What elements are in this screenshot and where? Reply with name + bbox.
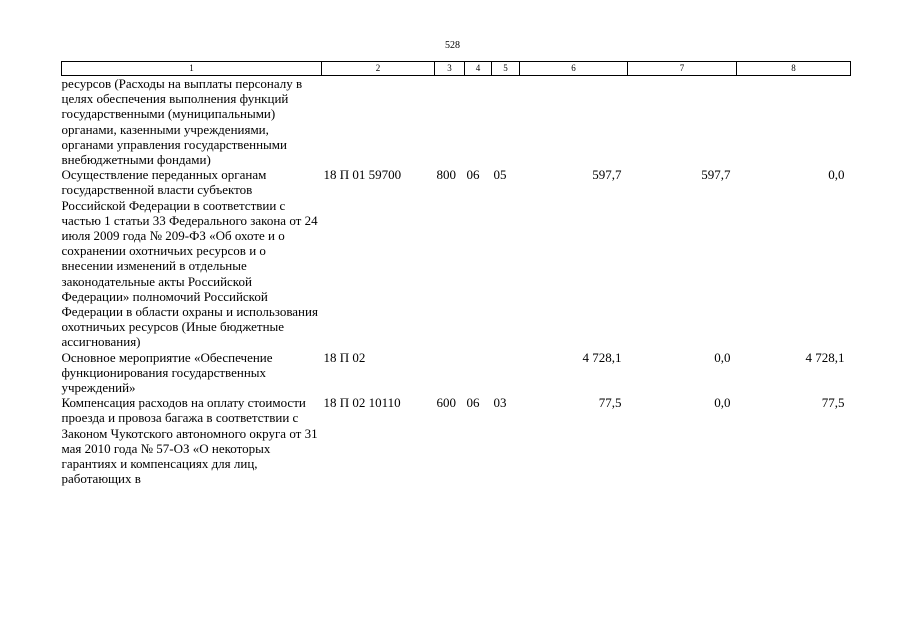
row-sum: 77,5 bbox=[598, 395, 622, 411]
row-code: 18 П 02 bbox=[323, 349, 366, 365]
header-row bbox=[62, 62, 851, 76]
row-name: Компенсация расходов на оплату стоимости проезда и провоза багажа в соответствии с Законом Чукотского автономного округа от 31 мая 2010 года № 57-ОЗ «О некоторых гарантиях и компенсациях для лиц, работающих в bbox=[61, 395, 318, 487]
page-number: 528 bbox=[445, 40, 460, 51]
row-sum bbox=[520, 76, 628, 168]
row-rz bbox=[465, 350, 492, 396]
table-body bbox=[62, 76, 851, 487]
header-col-7: 7 bbox=[628, 62, 737, 76]
row-name: Осуществление переданных органам государственной власти субъектов Российской Федерации в соответствии с частью 1 статьи 33 Федерального закона от 24 июля 2009 года № 209-ФЗ «Об охоте и о сохранении охотничьих ресурсов и о внесении изменений в отдельные законодательные акты Российской Федерации» полномочий Российской Федерации в области охраны и использования охотничьих ресурсов (Иные бюджетные ассигнования) bbox=[61, 167, 318, 350]
row-sum: 4 728,1 bbox=[582, 349, 622, 365]
table-row bbox=[62, 76, 851, 168]
row-pr: 03 bbox=[493, 395, 507, 411]
row-sum3: 4 728,1 bbox=[805, 349, 845, 365]
row-rz: 06 bbox=[466, 395, 480, 411]
row-sum3: 77,5 bbox=[821, 395, 845, 411]
header-col-1: 1 bbox=[62, 62, 322, 76]
row-code bbox=[322, 76, 435, 168]
header-col-2: 2 bbox=[322, 62, 435, 76]
row-rz: 06 bbox=[466, 167, 480, 183]
row-sum3: 0,0 bbox=[828, 167, 845, 183]
budget-table bbox=[61, 61, 851, 486]
header-col-3: 3 bbox=[435, 62, 465, 76]
header-col-8: 8 bbox=[737, 62, 851, 76]
table-header bbox=[62, 62, 851, 76]
row-sum: 597,7 bbox=[592, 167, 622, 183]
row-name: ресурсов (Расходы на выплаты персоналу в целях обеспечения выполнения функций государственными (муниципальными) органами, казенными учреждениями, органами управления государственными внебюджетными фондами) bbox=[61, 76, 303, 168]
header-col-4: 4 bbox=[465, 62, 492, 76]
header-col-5: 5 bbox=[492, 62, 520, 76]
header-col-6: 6 bbox=[520, 62, 628, 76]
row-sum2: 0,0 bbox=[714, 349, 731, 365]
row-sum3 bbox=[737, 76, 851, 168]
table-row bbox=[62, 395, 851, 486]
row-vr: 800 bbox=[436, 167, 456, 183]
table-row bbox=[62, 167, 851, 349]
row-pr bbox=[492, 350, 520, 396]
row-sum2 bbox=[628, 76, 737, 168]
table-row bbox=[62, 350, 851, 396]
row-vr bbox=[435, 76, 465, 168]
row-sum2: 0,0 bbox=[714, 395, 731, 411]
row-code: 18 П 02 10110 bbox=[323, 395, 401, 411]
row-rz bbox=[465, 76, 492, 168]
budget-table-container bbox=[61, 61, 850, 486]
row-vr bbox=[435, 350, 465, 396]
row-pr bbox=[492, 76, 520, 168]
row-code: 18 П 01 59700 bbox=[323, 167, 402, 183]
row-vr: 600 bbox=[436, 395, 456, 411]
row-pr: 05 bbox=[493, 167, 507, 183]
row-name: Основное мероприятие «Обеспечение функционирования государственных учреждений» bbox=[61, 349, 273, 396]
row-sum2: 597,7 bbox=[701, 167, 731, 183]
